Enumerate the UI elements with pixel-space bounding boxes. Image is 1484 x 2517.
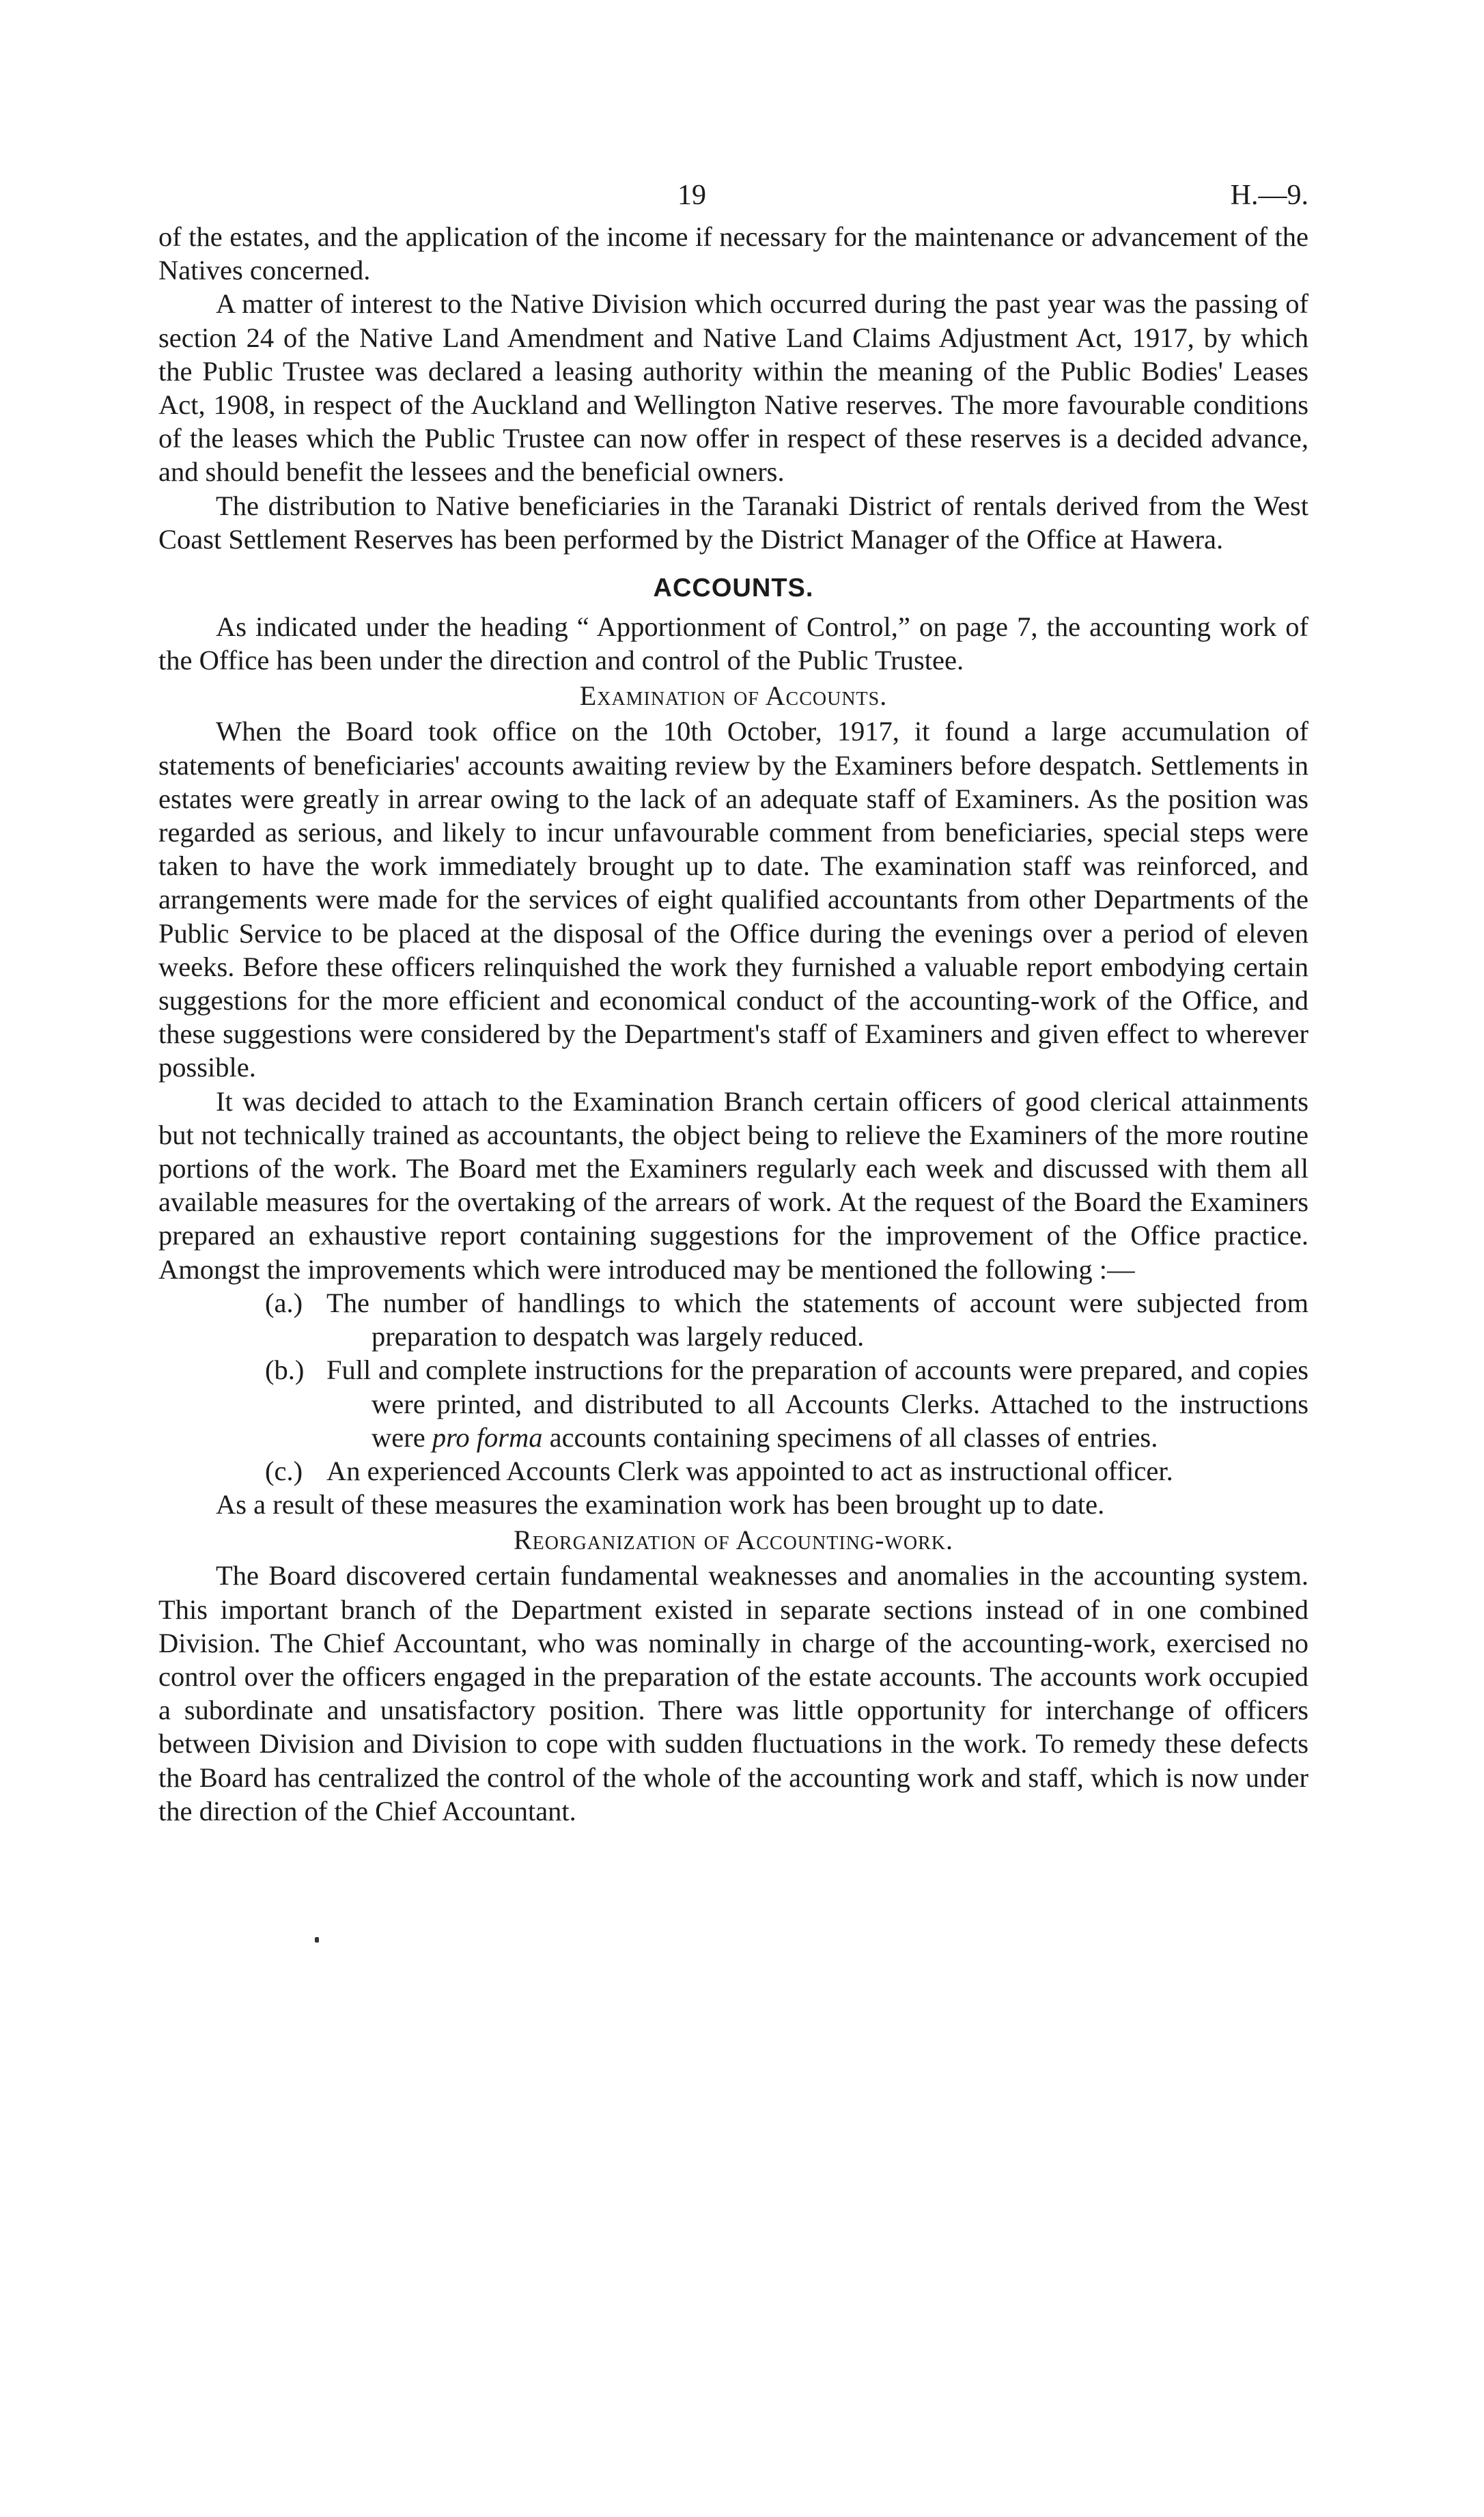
paragraph-accounts-intro: As indicated under the heading “ Apportionment of Control,” on page 7, the accounting work of the Office has been under the direction and control of the Public Trustee. <box>158 611 1308 676</box>
subheading-reorganization: Reorganization of Accounting-work. <box>514 1525 953 1556</box>
list-marker-a: (a.) <box>265 1287 303 1318</box>
list-item-c <box>158 1454 1308 1488</box>
subheading-examination: Examination of Accounts. <box>579 680 888 712</box>
ink-speck <box>315 1937 319 1943</box>
document-reference: H.—9. <box>1230 180 1308 211</box>
list-marker-c: (c.) <box>265 1455 303 1486</box>
paragraph-taranaki-distribution: The distribution to Native beneficiaries in the Taranaki District of rentals derived from the West Coast Settlement Reserves has been performed by the District Manager of the Office at Hawera. <box>158 490 1308 555</box>
paragraph-examination-2: It was decided to attach to the Examination Branch certain officers of good clerical attainments but not technically trained as accountants, the object being to relieve the Examiners of the more routine portions of the work. The Board met the Examiners regularly each week and discussed with them all available measures for the overtaking of the arrears of work. At the request of the Board the Examiners prepared an exhaustive report containing suggestions for the improvement of the Office practice. Amongst the improvements which were introduced may be mentioned the following :— <box>158 1085 1308 1285</box>
paragraph-continuation: of the estates, and the application of the income if necessary for the maintenance or advancement of the Natives concerned. <box>158 221 1308 286</box>
paragraph-native-division: A matter of interest to the Native Division which occurred during the past year was the passing of section 24 of the Native Land Amendment and Native Land Claims Adjustment Act, 1917, by which the Public Trustee was declared a leasing authority within the meaning of the Public Bodies' Leases Act, 1908, in respect of the Auckland and Wellington Native reserves. The more favourable conditions of the leases which the Public Trustee can now offer in respect of these reserves is a decided advance, and should benefit the lessees and the beneficial owners. <box>158 288 1308 488</box>
list-text-b-italic: pro forma <box>432 1421 543 1453</box>
list-item-b <box>158 1353 1308 1454</box>
list-text-a: The number of handlings to which the statements of account were subjected from preparation to despatch was largely reduced. <box>326 1287 1308 1352</box>
paragraph-reorganization-1: The Board discovered certain fundamental weaknesses and anomalies in the accounting system. This important branch of the Department existed in separate sections instead of in one combined Division. The Chief Accountant, who was nominally in charge of the accounting-work, exercised no control over the officers engaged in the preparation of the estate accounts. The accounts work occupied a subordinate and unsatisfactory position. There was little opportunity for interchange of officers between Division and Division to cope with sudden fluctuations in the work. To remedy these defects the Board has centralized the control of the whole of the accounting work and staff, which is now under the direction of the Chief Accountant. <box>158 1560 1308 1826</box>
paragraph-examination-1: When the Board took office on the 10th October, 1917, it found a large accumulation of statements of beneficiaries' accounts awaiting review by the Examiners before despatch. Settlements in estates were greatly in arrear owing to the lack of an adequate staff of Examiners. As the position was regarded as serious, and likely to incur unfavourable comment from beneficiaries, special steps were taken to have the work immediately brought up to date. The examination staff was reinforced, and arrangements were made for the services of eight qualified accountants from other Departments of the Public Service to be placed at the disposal of the Office during the evenings over a period of eleven weeks. Before these officers relinquished the work they furnished a valuable report embodying certain suggestions for the more efficient and economical conduct of the accounting-work of the Office, and these suggestions were considered by the Department's staff of Examiners and given effect to wherever possible. <box>158 716 1308 1083</box>
section-heading-accounts: ACCOUNTS. <box>653 574 814 603</box>
paragraph-examination-3: As a result of these measures the examination work has been brought up to date. <box>216 1489 1105 1520</box>
page-header <box>158 179 1308 220</box>
list-text-b-after: accounts containing specimens of all classes of entries. <box>542 1421 1158 1453</box>
page-number: 19 <box>677 180 706 211</box>
list-text-b-before: Full and complete instructions for the preparation of accounts were prepared, and copies were printed, and distributed to all Accounts Clerks. Attached to the instructions were <box>326 1354 1308 1453</box>
list-item-a <box>158 1286 1308 1353</box>
document-page <box>158 179 1308 1828</box>
list-text-c: An experienced Accounts Clerk was appointed to act as instructional officer. <box>326 1455 1173 1486</box>
list-marker-b: (b.) <box>265 1354 305 1386</box>
